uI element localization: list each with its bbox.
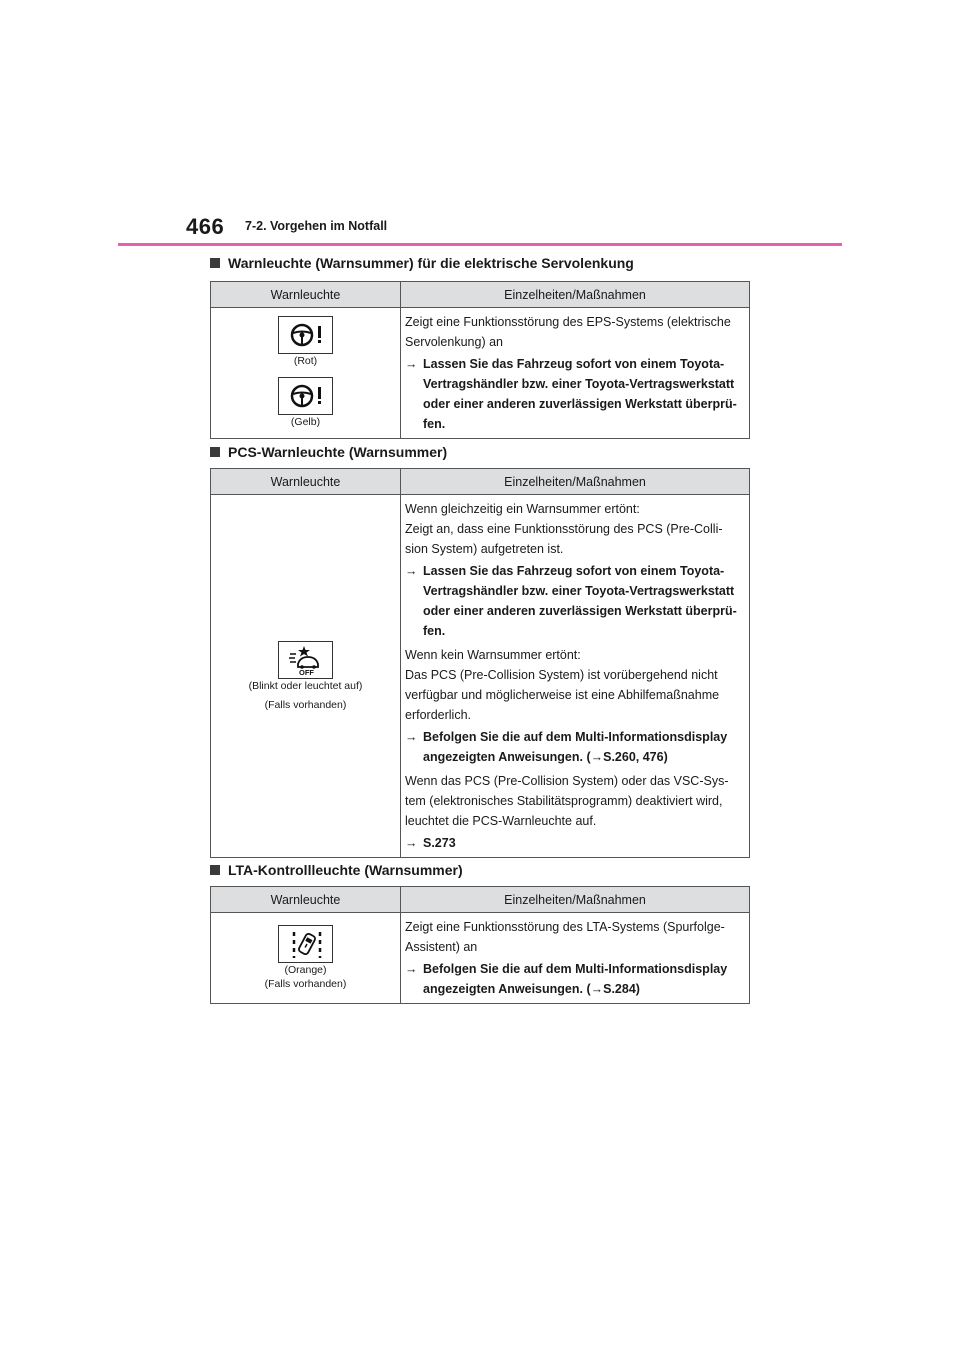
arrow-icon: → [405,962,418,976]
icon-caption-orange: (Orange) [284,964,327,976]
action-item: → Lassen Sie das Fahrzeug sofort von einem Toyota-Vertragshändler bzw. einer Toyota-Vertragswerkstatt oder einer anderen zuverlässigen Werkstatt überprü-fen. [405,354,745,434]
off-label: OFF [298,667,314,676]
details-cell [401,913,750,1004]
details-text: Zeigt eine Funktionsstörung des EPS-Systems (elektrische Servolenkung) an [405,315,731,349]
section-heading-pcs [210,444,447,460]
details-text: Das PCS (Pre-Collision System) ist vorübergehend nicht verfügbar und möglicherweise ist eine Abhilfemaßnahme erforderlich. [405,668,720,722]
section-heading-text: PCS-Warnleuchte (Warnsummer) [228,444,448,460]
bullet-square-icon [210,258,220,268]
icon-cell [211,913,401,1004]
details-cell [401,495,750,858]
lane-assist-icon [278,925,333,963]
column-header-details: Einzelheiten/Maßnahmen [401,282,750,308]
icon-cell [211,495,401,858]
action-item: → Befolgen Sie die auf dem Multi-Informationsdisplay angezeigten Anweisungen. (→S.260, 476) [405,727,745,767]
details-text: Zeigt eine Funktionsstörung des LTA-Systems (Spurfolge-Assistent) an [405,920,725,954]
icon-caption-blink: (Blinkt oder leuchtet auf) [248,679,363,692]
icon-caption-optional: (Falls vorhanden) [264,978,347,990]
action-item: → S.273 [405,833,745,853]
details-cell [401,308,750,439]
column-header-light: Warnleuchte [211,282,401,308]
section-heading-eps [210,255,634,271]
column-header-light: Warnleuchte [211,887,401,913]
chapter-title: 7-2. Vorgehen im Notfall [245,219,388,233]
section-heading-text: Warnleuchte (Warnsummer) für die elektrische Servolenkung [228,255,634,271]
action-item: → Befolgen Sie die auf dem Multi-Informationsdisplay angezeigten Anweisungen. (→S.284) [405,959,745,999]
eps-warning-table [210,281,750,439]
details-text: Wenn gleichzeitig ein Warnsummer ertönt: [405,502,640,516]
arrow-icon: → [405,836,418,850]
header-rule [118,243,842,246]
details-text: Wenn das PCS (Pre-Collision System) oder das VSC-Sys-tem (elektronisches Stabilitätsprogramm) deaktiviert wird, leuchtet die PCS-Warnleuchte auf. [405,774,729,828]
details-text: Zeigt an, dass eine Funktionsstörung des PCS (Pre-Colli-sion System) aufgetreten ist. [405,522,723,556]
column-header-details: Einzelheiten/Maßnahmen [401,887,750,913]
arrow-icon: → [405,357,418,371]
column-header-details: Einzelheiten/Maßnahmen [401,469,750,495]
pcs-off-icon [278,641,333,679]
steering-warning-icon [278,377,333,415]
icon-caption-red: (Rot) [293,355,318,367]
details-text: Wenn kein Warnsummer ertönt: [405,648,581,662]
bullet-square-icon [210,447,220,457]
arrow-icon: → [405,564,418,578]
steering-warning-icon [278,316,333,354]
icon-caption-optional: (Falls vorhanden) [264,698,347,711]
action-item: → Lassen Sie das Fahrzeug sofort von einem Toyota-Vertragshändler bzw. einer Toyota-Vertragswerkstatt oder einer anderen zuverlässigen Werkstatt überprü-fen. [405,561,745,641]
section-heading-lta [210,862,463,878]
page-number: 466 [186,214,225,239]
arrow-icon: → [405,730,418,744]
column-header-light: Warnleuchte [211,469,401,495]
icon-cell [211,308,401,439]
section-heading-text: LTA-Kontrollleuchte (Warnsummer) [228,862,463,878]
icon-caption-yellow: (Gelb) [290,416,321,428]
bullet-square-icon [210,865,220,875]
pcs-warning-table [210,468,750,858]
lta-warning-table [210,886,750,1004]
